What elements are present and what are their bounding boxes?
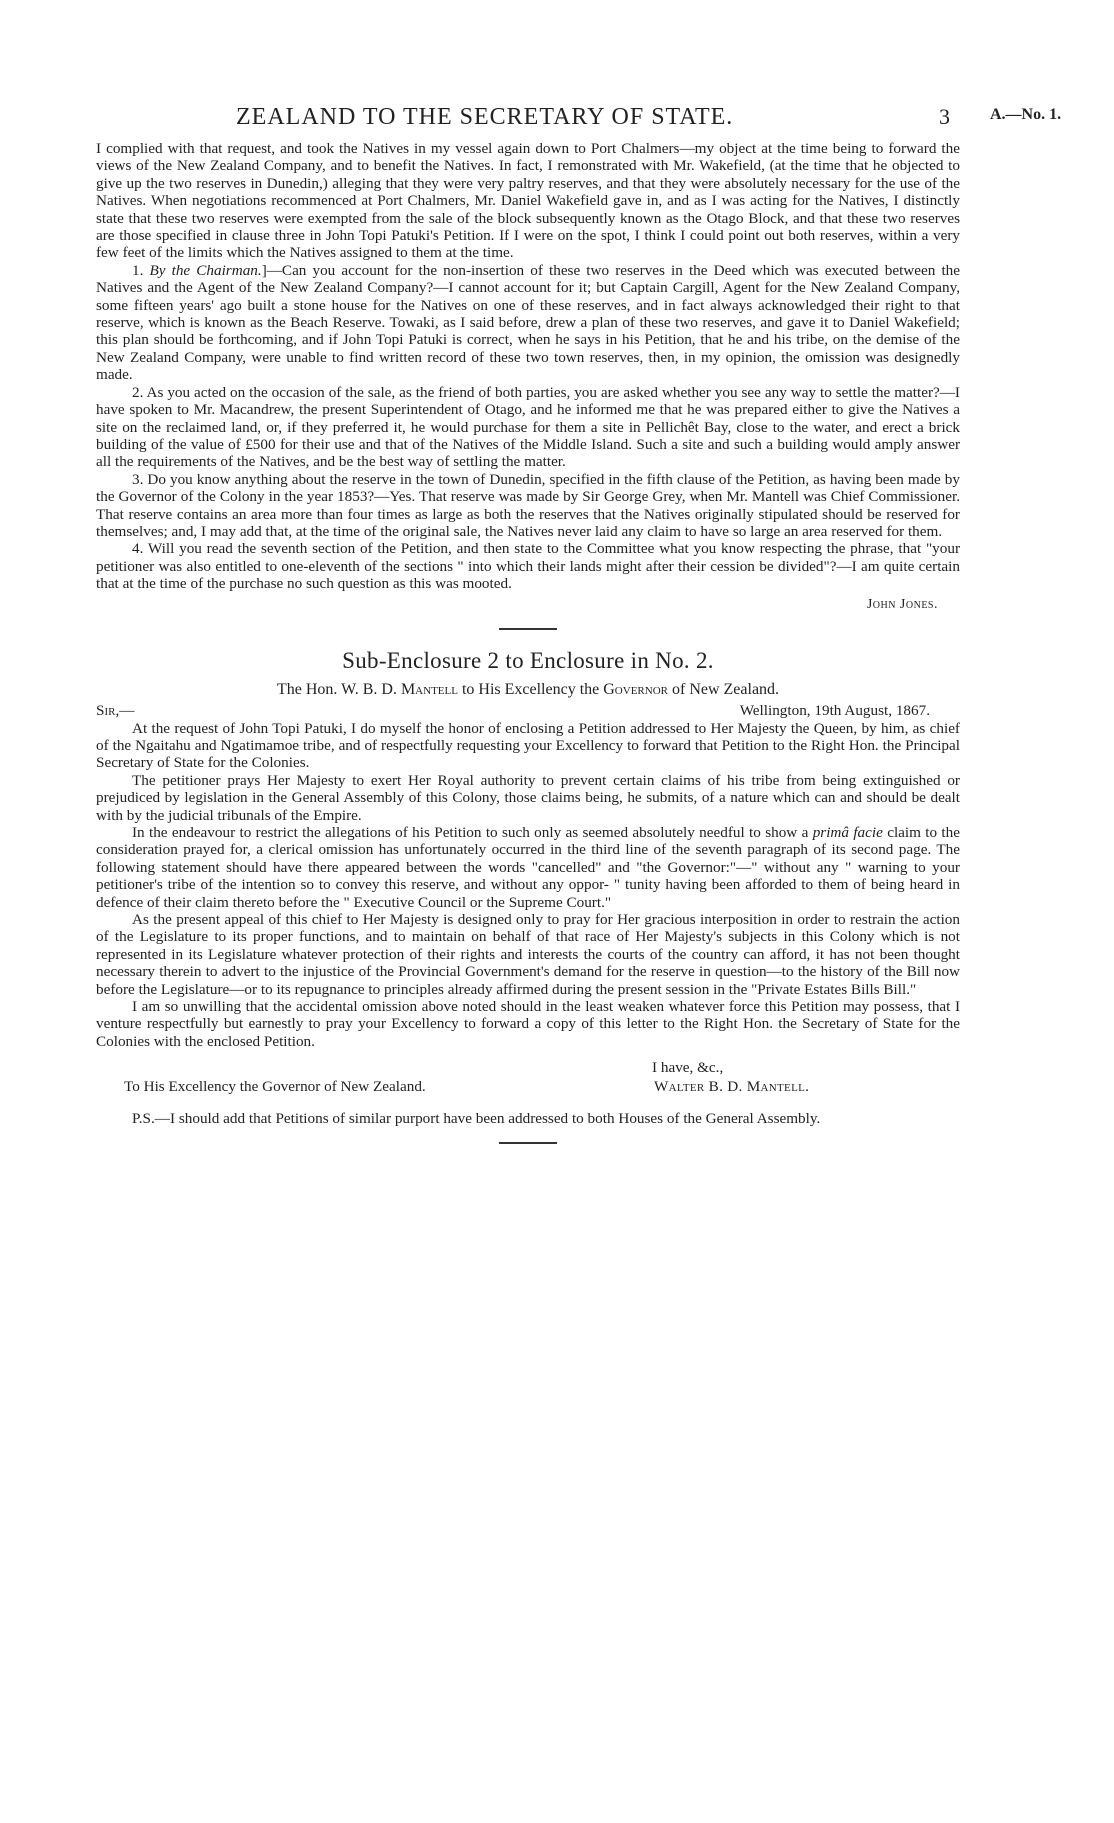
section-divider	[499, 628, 557, 630]
sub-enclosure-section	[96, 648, 960, 1128]
sub-enclosure-heading: Sub-Enclosure 2 to Enclosure in No. 2.	[342, 647, 714, 673]
letter-paragraph-1: At the request of John Topi Patuki, I do myself the honor of enclosing a Petition addressed to Her Majesty the Queen, by him, as chief of the Ngaitahu and Ngatimamoe tribe, and of respectfully requesting your Excellency to forward that Petition to the Right Hon. the Principal Secretary of State for the Colonies.	[96, 719, 960, 772]
letter-paragraph-2: The petitioner prays Her Majesty to exert Her Royal authority to prevent certain claims of his tribe from being extinguished or prejudiced by legislation in the General Assembly of this Colony, those claims being, he submits, of a nature which can and should be dealt with by the judicial tribunals of the Empire.	[96, 771, 960, 824]
document-page	[96, 104, 1062, 1144]
page-number: 3	[939, 104, 950, 129]
subtitle-recipient-title: Governor	[603, 680, 668, 698]
sub-enclosure-subtitle	[96, 680, 960, 699]
subtitle-part: to His Excellency the	[457, 680, 604, 698]
letter-paragraph-3	[96, 824, 960, 911]
letter-paragraph-4: As the present appeal of this chief to Her Majesty is designed only to pray for Her gracious interposition in order to restrain the action of the Legislature to its proper functions, and to maintain on behalf of that race of Her Majesty's subjects in this Colony which is not represented in its Legislature whatever protection of their rights and interests the courts of the country can afford, it has not been thought necessary therein to advert to the injustice of the Provincial Government's demand for the reserve in question—to the history of the Bill now before the Legislature—or to its repugnance to principles already affirmed during the present session in the "Private Estates Bills Bill."	[96, 911, 960, 998]
question-1-speaker: By the Chairman.	[149, 261, 262, 279]
end-divider	[499, 1142, 557, 1144]
evidence-section	[96, 140, 960, 614]
subtitle-part: of New Zealand.	[667, 680, 780, 698]
paragraph-3-italic-phrase: primâ facie	[812, 824, 883, 841]
document-reference: A.—No. 1.	[990, 106, 1062, 123]
question-1-number: 1.	[132, 261, 144, 279]
letter-closing: I have, &c.,	[652, 1059, 724, 1077]
letter-signature: Walter B. D. Mantell.	[654, 1078, 810, 1096]
subtitle-sender-name: Mantell	[400, 680, 458, 698]
letter-paragraph-5: I am so unwilling that the accidental omission above noted should in the least weaken whatever force this Petition may possess, that I venture respectfully but earnestly to pray your Excellency to forward a copy of this letter to the Right Hon. the Secretary of State for the Colonies with the enclosed Petition.	[96, 998, 960, 1050]
evidence-opening-paragraph: I complied with that request, and took the Natives in my vessel again down to Port Chalmers—my object at the time being to forward the views of the New Zealand Company, and to benefit the Natives. In fact, I remonstrated with Mr. Wakefield, (at the time that he objected to give up the two reserves in Dunedin,) alleging that they were very paltry reserves, and that they were absolutely necessary for the use of the Natives. When negotiations recommenced at Port Chalmers, Mr. Daniel Wakefield gave in, and as I was acting for the Natives, I distinctly state that these two reserves were exempted from the sale of the block subsequently known as the Otago Block, and that these two reserves are those specified in clause three in John Topi Patuki's Petition. If I were on the spot, I think I could point out both reserves, within a very few feet of the limits which the Natives assigned to them at the time.	[96, 140, 960, 262]
question-1-paragraph	[96, 262, 960, 384]
letter-postscript: P.S.—I should add that Petitions of similar purport have been addressed to both Houses of the General Assembly.	[132, 1110, 821, 1128]
letter-salutation-row	[96, 701, 960, 720]
running-title: ZEALAND TO THE SECRETARY OF STATE.	[236, 104, 734, 130]
letter-dateline: Wellington, 19th August, 1867.	[739, 701, 930, 719]
paragraph-3-text: In the endeavour to restrict the allegations of his Petition to such only as seemed absolutely needful to show a	[132, 824, 813, 841]
letter-addressee: To His Excellency the Governor of New Zealand.	[124, 1078, 426, 1096]
question-4-paragraph: 4. Will you read the seventh section of the Petition, and then state to the Committee what you know respecting the phrase, that "your petitioner was also entitled to one-eleventh of the sections " into which their lands might after their cession be divided"?—I am quite certain that at the time of the purchase no such question as this was mooted.	[96, 540, 960, 593]
question-2-paragraph: 2. As you acted on the occasion of the sale, as the friend of both parties, you are asked whether you see any way to settle the matter?—I have spoken to Mr. Macandrew, the present Superintendent of Otago, and he informed me that he was prepared either to give the Natives a site on the reclaimed land, or, if they preferred it, he would purchase for them a site in Pellichêt Bay, close to the water, and erect a brick building of the value of £500 for their use and that of the Natives of the Middle Island. Such a site and such a building would amply answer all the requirements of the Natives, and be the best way of settling the matter.	[96, 383, 960, 471]
question-1-text: ]—Can you account for the non-insertion of these two reserves in the Deed which was executed between the Natives and the Agent of the New Zealand Company?—I cannot account for it; but Captain Cargill, Agent for the New Zealand Company, some fifteen years' ago built a stone house for the Natives on one of these reserves, and in fact always acknowledged their right to that reserve, which is known as the Beach Reserve. Towaki, as I said before, drew a plan of these two reserves, and gave it to Daniel Wakefield; this plan should be forthcoming, and if John Topi Patuki is correct, when he says in his Petition, that he and his tribe, on the demise of the New Zealand Company, were unable to find written record of these two town reserves, then, in my opinion, the omission was designedly made.	[96, 261, 961, 384]
evidence-signature: John Jones.	[866, 596, 938, 612]
letter-closing-block	[96, 1058, 960, 1096]
running-header	[96, 104, 1062, 140]
letter-salutation: Sir,—	[96, 701, 135, 719]
subtitle-part: The Hon. W. B. D.	[276, 680, 401, 698]
paragraph-3-text: claim to the consideration prayed for, a clerical omission has unfortunately occurred in the third line of the seventh paragraph of its second page. The following statement should have there appeared between the words "cancelled" and "the Governor:"—" without any " warning to your petitioner's tribe of the intention so to convey this reserve, and without any oppor- " tunity having been afforded to them of being heard in defence of their claim thereto before the " Executive Council or the Supreme Court."	[96, 824, 960, 911]
question-3-paragraph: 3. Do you know anything about the reserve in the town of Dunedin, specified in the fifth clause of the Petition, as having been made by the Governor of the Colony in the year 1853?—Yes. That reserve was made by Sir George Grey, when Mr. Mantell was Chief Commissioner. That reserve contains an area more than four times as large as both the reserves that the Natives originally stipulated should be reserved for themselves; and, I may add that, at the time of the original sale, the Natives never laid any claim to have so large an area reserved for them.	[96, 470, 960, 540]
